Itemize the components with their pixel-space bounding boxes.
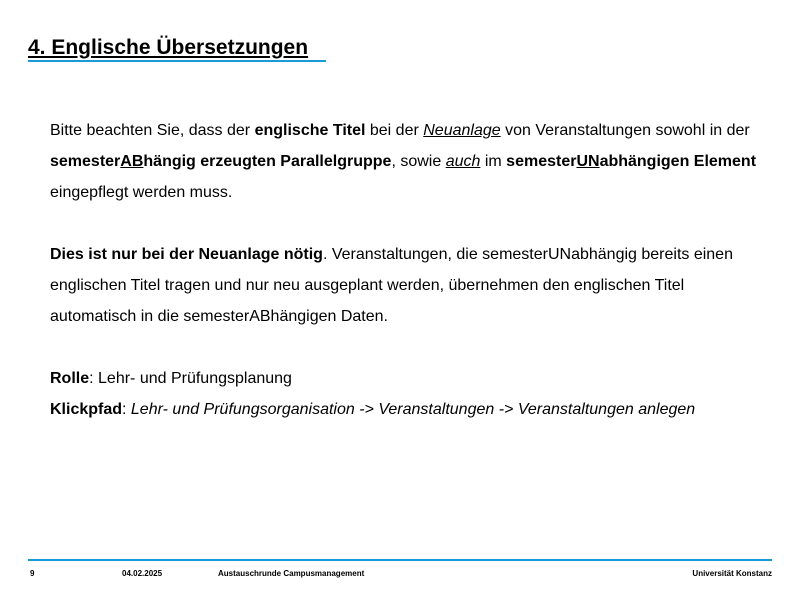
- paragraph-neuanlage-note: [50, 239, 770, 332]
- click-path-line: [50, 394, 770, 425]
- p2-text: . Veranstaltungen, die semesterUNabhängig bereits einen englischen Titel tragen und nur neu ausgeplant werden, übernehmen den englischen Titel automatisch in die semesterABhängigen Daten.: [50, 246, 733, 325]
- paragraph-translation-note: [50, 115, 770, 208]
- p1-emphasis-auch: auch: [445, 153, 481, 170]
- slide-title: 4. Englische Übersetzungen: [28, 36, 309, 59]
- footer-date: 04.02.2025: [122, 569, 163, 578]
- footer-rule: [28, 559, 772, 561]
- p1-bold-underlined-ab: AB: [120, 153, 144, 170]
- p1-bold-underlined-un: UN: [576, 153, 600, 170]
- slide-content: [50, 115, 770, 425]
- click-path-value: Lehr- und Prüfungsorganisation -> Veranstaltungen -> Veranstaltungen anlegen: [130, 401, 696, 418]
- role-separator: :: [89, 370, 99, 387]
- p1-text-4: , sowie: [391, 153, 446, 170]
- p1-text-2: bei der: [365, 122, 424, 139]
- p1-text-3: von Veranstaltungen sowohl in der: [500, 122, 750, 139]
- p1-text-1: Bitte beachten Sie, dass der: [50, 122, 255, 139]
- footer-university: Universität Konstanz: [692, 569, 772, 578]
- p1-bold-semester-2: semester: [506, 153, 577, 170]
- p1-bold-element: abhängigen Element: [599, 153, 757, 170]
- footer-page-number: 9: [30, 569, 35, 578]
- role-label: Rolle: [50, 370, 90, 387]
- p1-bold-parallelgruppe: hängig erzeugten Parallelgruppe: [143, 153, 392, 170]
- p2-bold-lead: Dies ist nur bei der Neuanlage nötig: [50, 246, 323, 263]
- p1-emphasis-neuanlage: Neuanlage: [423, 122, 501, 139]
- title-underline-rule: [28, 60, 326, 62]
- click-path-separator: :: [122, 401, 131, 418]
- p1-bold-semester: semester: [50, 153, 121, 170]
- role-value: Lehr- und Prüfungsplanung: [98, 370, 292, 387]
- p1-bold-english-title: englische Titel: [254, 122, 366, 139]
- click-path-label: Klickpfad: [50, 401, 123, 418]
- p1-text-5: im: [480, 153, 507, 170]
- role-line: [50, 363, 770, 394]
- p1-text-6: eingepflegt werden muss.: [50, 184, 233, 201]
- footer-event-name: Austauschrunde Campusmanagement: [218, 569, 365, 578]
